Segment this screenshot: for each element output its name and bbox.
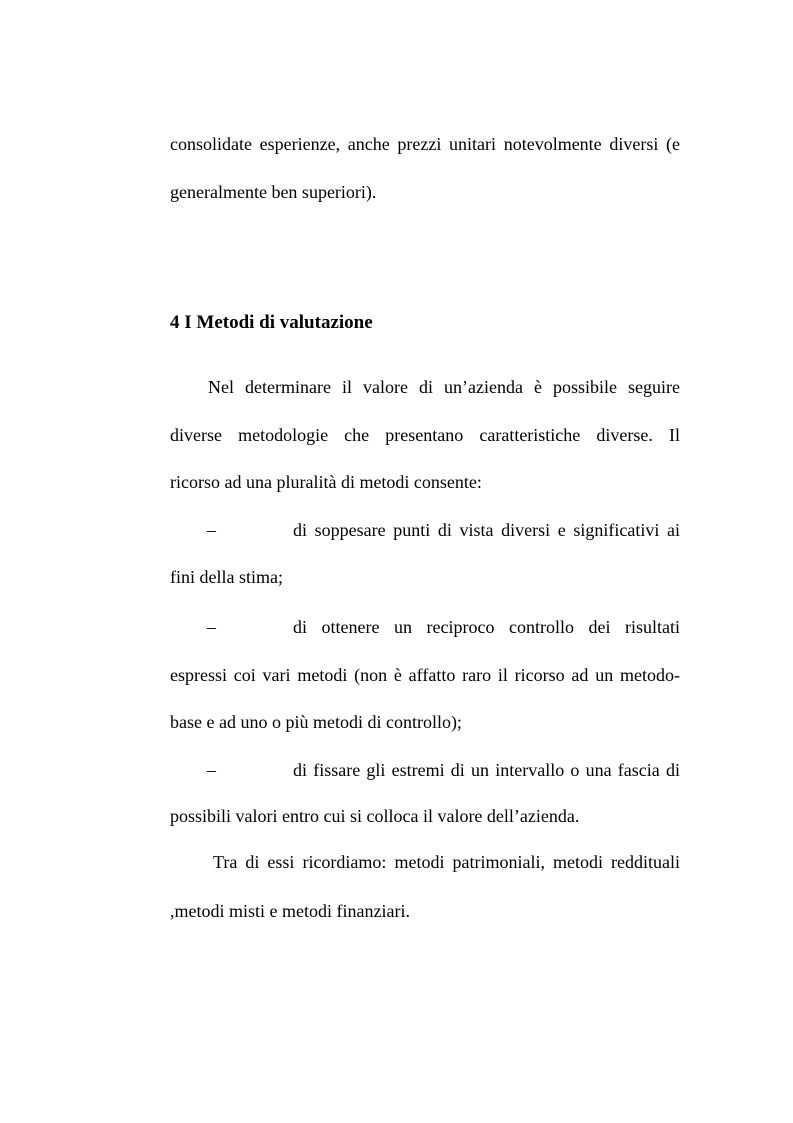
body-text-line: diverse metodologie che presentano caratteristiche diverse. Il: [170, 425, 680, 445]
bullet-marker: –: [207, 760, 216, 780]
body-text-line: ricorso ad una pluralità di metodi consente:: [170, 472, 482, 492]
body-text-line: possibili valori entro cui si colloca il valore dell’azienda.: [170, 806, 580, 826]
body-text-line: fini della stima;: [170, 567, 283, 587]
body-text-line: Nel determinare il valore di un’azienda è possibile seguire: [208, 377, 680, 397]
body-text-line: ,metodi misti e metodi finanziari.: [170, 901, 410, 921]
body-text-line: generalmente ben superiori).: [170, 182, 377, 202]
section-heading: 4 I Metodi di valutazione: [170, 312, 373, 333]
bullet-marker: –: [207, 617, 216, 637]
body-text-line: consolidate esperienze, anche prezzi unitari notevolmente diversi (e: [170, 134, 680, 154]
body-text-line: base e ad uno o più metodi di controllo);: [170, 712, 462, 732]
bullet-text-line: di soppesare punti di vista diversi e significativi ai: [293, 520, 680, 540]
body-text-line: Tra di essi ricordiamo: metodi patrimoniali, metodi reddituali: [213, 852, 680, 872]
bullet-marker: –: [207, 520, 216, 540]
body-text-line: espressi coi vari metodi (non è affatto raro il ricorso ad un metodo-: [170, 665, 680, 685]
bullet-text-line: di ottenere un reciproco controllo dei risultati: [293, 617, 680, 637]
bullet-text-line: di fissare gli estremi di un intervallo o una fascia di: [293, 760, 680, 780]
